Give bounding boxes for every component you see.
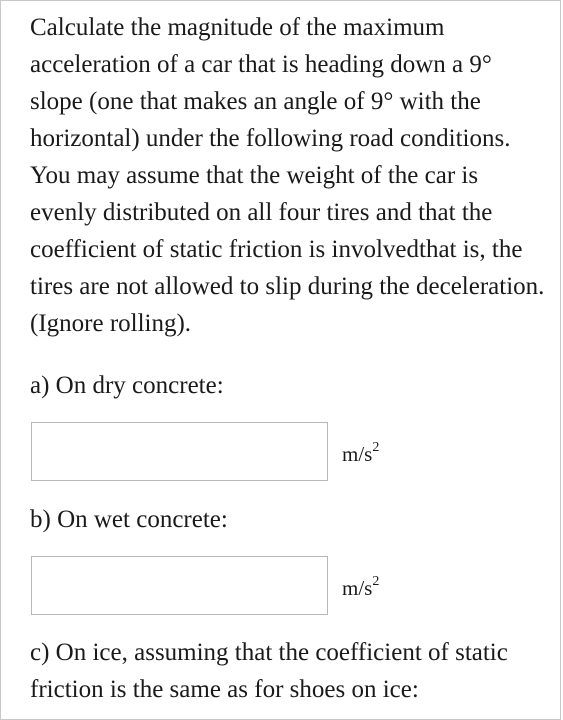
part-a-unit-base: m/s — [342, 442, 373, 466]
part-a-answer-input[interactable] — [31, 422, 328, 481]
part-a-label: a) On dry concrete: — [30, 372, 224, 399]
part-c-label: c) On ice, assuming that the coefficient of static friction is the same as for shoes on ice: — [30, 639, 508, 703]
part-a-answer-row — [31, 422, 379, 481]
part-b-answer-input[interactable] — [31, 556, 328, 615]
part-a-unit-exponent: 2 — [372, 440, 380, 455]
part-b-unit — [342, 576, 379, 601]
part-a-unit — [342, 442, 379, 467]
part-b-answer-row — [31, 556, 379, 615]
question-text: Calculate the magnitude of the maximum acceleration of a car that is heading down a 9° slope (one that makes an angle of 9° with the horizontal) under the following road conditions. You may assume that the weight of the car is evenly distributed on all four tires and that the coefficient of static friction is involvedthat is, the tires are not allowed to slip during the deceleration. (Ignore rolling). — [30, 14, 545, 337]
part-b-unit-exponent: 2 — [372, 574, 380, 589]
part-b-label: b) On wet concrete: — [30, 506, 228, 533]
part-b-unit-base: m/s — [342, 576, 373, 600]
